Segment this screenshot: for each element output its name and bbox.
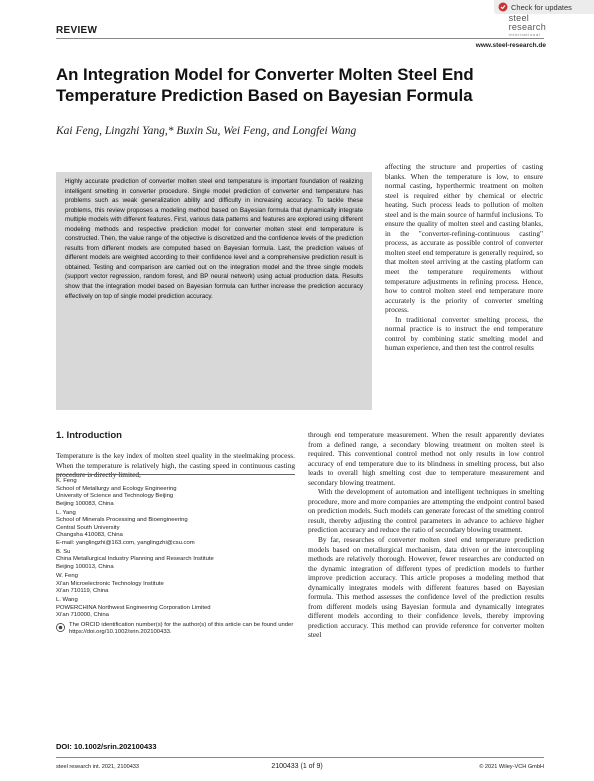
section-label: REVIEW — [56, 25, 98, 36]
affiliation-line: Xi'an 710119, China — [56, 588, 109, 595]
affiliation-block — [56, 478, 295, 508]
affiliation-block — [56, 549, 295, 572]
journal-url: www.steel-research.de — [475, 42, 546, 49]
affiliation-line: B. Su — [56, 548, 71, 555]
journal-logo: steel research international — [508, 13, 546, 37]
footer-rule — [56, 757, 544, 758]
affiliation-block — [56, 573, 295, 596]
footer-copyright: © 2021 Wiley-VCH GmbH — [479, 764, 544, 770]
affiliation-line: W. Feng — [56, 573, 78, 580]
section-heading: 1. Introduction — [56, 430, 122, 441]
affiliations — [56, 478, 295, 637]
orcid-note — [56, 622, 295, 637]
affiliation-line: China Metallurgical Industry Planning and Research Institute — [56, 556, 214, 563]
affiliation-line: L. Wang — [56, 597, 78, 604]
affiliation-line: K. Feng — [56, 478, 77, 484]
affiliation-line: L. Yang — [56, 509, 76, 516]
affiliation-line: Xi'an 710000, China — [56, 612, 109, 619]
affiliation-block — [56, 510, 295, 548]
right-column-text — [308, 430, 544, 640]
affiliation-block — [56, 597, 295, 620]
paragraph: Temperature is the key index of molten steel quality in the steelmaking process. When the temperature is relatively high, the casting speed in continuous casting — [56, 451, 295, 470]
article-title: An Integration Model for Converter Molten Steel End Temperature Prediction Based on Bayesian Formula — [56, 65, 474, 105]
paragraph: With the development of automation and intelligent techniques in smelting procedure, more and more companies are attempting the endpoint control based on prediction models. Such models can generate forecast of the smelting control result, thereby adjusting the control parameters in advance to achieve higher prediction accuracy and reduce the ratio of secondary blowing treatment. — [308, 487, 544, 535]
footer-page-number: 2100433 (1 of 9) — [271, 763, 323, 770]
affiliation-line: School of Metallurgy and Ecology Engineering — [56, 485, 177, 492]
check-updates-label: Check for updates — [511, 2, 572, 12]
paragraph: In traditional converter smelting process, the normal practice is to instruct the end temperature control by combining static smelting model and human experience, and then test the control results — [385, 314, 543, 353]
affiliation-line: Xi'an Microelectronic Technology Institute — [56, 580, 164, 587]
paragraph: By far, researches of converter molten steel end temperature prediction models based on metallurgical mechanism, data driven or the intercoupling methods are relatively thorough. However, fewer researches are conducted on the dynamic integration of different types of prediction models to further improve prediction accuracy. This article proposes a modeling method that dynamically integrates models with different features based on Bayesian formula. This method assesses the confidence level of the prediction results from different models using Bayesian formula and dynamically integrates different models according to their confidence levels, thereby improving prediction accuracy. This method can provide reference for converter molten steel — [308, 535, 544, 640]
header-rule — [56, 38, 544, 39]
affiliation-line: University of Science and Technology Beijing — [56, 493, 174, 500]
abstract-box: Highly accurate prediction of converter molten steel end temperature is important foundation of realizing intelligent smelting in converter procedure. Single model prediction of converter end temperature has problems such as weak generalization ability and difficulty in increasing accuracy. To tackle these problems, this review proposes a modeling method based on Bayesian formula that dynamically integrate multiple models with different features. First, various data patterns and features are explored using different modeling methods and respective prediction model for converter molten steel end temperature is constructed. Then, the value range of the objective is discretized and the confidence levels of the prediction results from different models are computed based on Bayesian formula. Last, the prediction values of different models are weighted according to their confidence level and a comprehensive prediction result is obtained. Testing and comparison are carried out on the integration model and the three single models (support vector regression, random forest, and BP neural network) using actual production data. Results show that the integration model based on Bayesian formula can further increase the prediction accuracy effectively on top of single model prediction accuracy. — [56, 172, 372, 410]
author-list: Kai Feng, Lingzhi Yang,* Buxin Su, Wei Feng, and Longfei Wang — [56, 125, 357, 137]
orcid-text: The ORCID identification number(s) for the author(s) of this article can be found under https://doi.org/10.1002/srin.202100433. — [69, 621, 294, 636]
paragraph: through end temperature measurement. When the result apparently deviates from a defined range, a secondary blowing treatment on molten steel is required. This conventional control method not only results in low control accuracy of end temperature due to its blindness in smelting process, but also leads to overall high smelting cost due to temperature measurement and secondary blowing treatment. — [308, 430, 544, 487]
paragraph: affecting the structure and properties of casting blanks. When the temperature is low, to ensure normal casting, hyperthermic treatment on molten steel is required either by chemical or electric heating. Such process leads to pollution of molten steel and is the main source of harmful inclusions. To ensure the quality of molten steel and casting blanks, in the "converter-refining-continuous casting" process, as accurate as possible control of converter molten steel end temperature is generally required, so that molten steel arriving at the casting platform can meet the temperature requirements without temperature adjustments in refining process. Hence, how to control molten steel end temperature more accurately is the priority of converter smelting process. — [385, 162, 543, 315]
affiliation-rule — [56, 474, 295, 475]
right-column-top — [385, 162, 543, 353]
affiliation-line: Beijing 100083, China — [56, 500, 114, 507]
affiliation-line: POWERCHINA Northwest Engineering Corporation Limited — [56, 604, 211, 611]
check-for-updates-button[interactable] — [494, 0, 594, 14]
affiliation-line: Central South University — [56, 524, 120, 531]
orcid-icon — [56, 623, 65, 632]
affiliation-line: E-mail: yanglingzhi@163.com, yanglingzhi@csu.com — [56, 539, 195, 546]
doi: DOI: 10.1002/srin.202100433 — [56, 742, 157, 751]
check-updates-icon — [498, 2, 508, 12]
left-column-text — [56, 451, 295, 480]
affiliation-line: Beijing 100013, China — [56, 564, 114, 571]
affiliation-line: Changsha 410083, China — [56, 532, 123, 539]
affiliation-line: School of Minerals Processing and Bioengineering — [56, 517, 188, 524]
footer-journal: steel research int. 2021, 2100433 — [56, 764, 140, 770]
